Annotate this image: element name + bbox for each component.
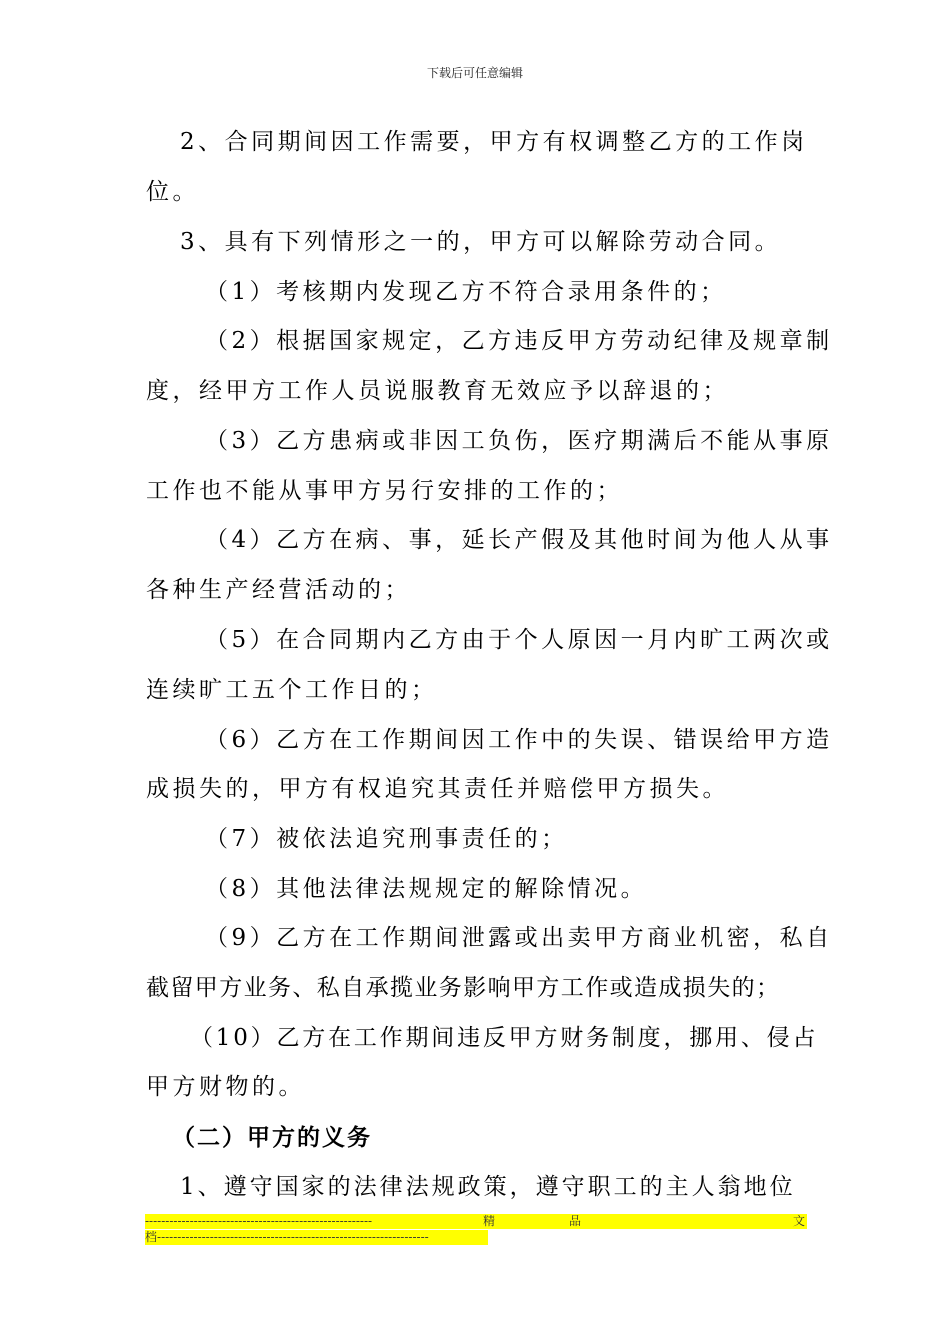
paragraph-line: （1）考核期内发现乙方不符合录用条件的； [205,279,727,305]
footer-char: 精 [483,1214,496,1228]
footer-char: 档 [145,1230,158,1244]
paragraph-line: 1、遵守国家的法律法规政策，遵守职工的主人翁地位 [180,1174,796,1200]
paragraph-line: 位。 [146,179,199,205]
paragraph-line: （5）在合同期内乙方由于个人原因一月内旷工两次或 [205,627,833,653]
paragraph-line: （7）被依法追究刑事责任的； [205,826,568,852]
footer-char: 文 [793,1214,806,1228]
paragraph-line: （9）乙方在工作期间泄露或出卖甲方商业机密，私自 [205,925,833,951]
paragraph-line: 3、具有下列情形之一的，甲方可以解除劳动合同。 [180,229,782,255]
footer-dashes: ------------------------------------------------------------------- [157,1230,429,1244]
paragraph-line: 2、合同期间因工作需要，甲方有权调整乙方的工作岗 [180,129,808,155]
paragraph-line: （2）根据国家规定，乙方违反甲方劳动纪律及规章制 [205,328,833,354]
footer-watermark-line [145,1214,807,1229]
paragraph-line: 截留甲方业务、私自承揽业务影响甲方工作或造成损失的； [146,975,781,1001]
paragraph-line: （4）乙方在病、事，延长产假及其他时间为他人从事 [205,527,833,553]
paragraph-line: 工作也不能从事甲方另行安排的工作的； [146,478,623,504]
paragraph-line: （8）其他法律法规规定的解除情况。 [205,876,648,902]
footer-dashes: -------------------------------------------------------- [145,1214,373,1228]
paragraph-line: 各种生产经营活动的； [146,577,411,603]
page-header: 下载后可任意编辑 [426,66,523,80]
paragraph-line: （6）乙方在工作期间因工作中的失误、错误给甲方造 [205,727,833,753]
paragraph-line: 度，经甲方工作人员说服教育无效应予以辞退的； [146,378,729,404]
paragraph-line: （10）乙方在工作期间违反甲方财务制度，挪用、侵占 [190,1025,819,1051]
paragraph-line: 甲方财物的。 [146,1074,305,1100]
footer-watermark-line [145,1230,488,1245]
paragraph-line: 连续旷工五个工作日的； [146,677,438,703]
footer-char: 品 [569,1214,582,1228]
paragraph-line: 成损失的，甲方有权追究其责任并赔偿甲方损失。 [146,776,729,802]
paragraph-line: （3）乙方患病或非因工负伤，医疗期满后不能从事原 [205,428,833,454]
section-heading: （二）甲方的义务 [172,1124,372,1151]
